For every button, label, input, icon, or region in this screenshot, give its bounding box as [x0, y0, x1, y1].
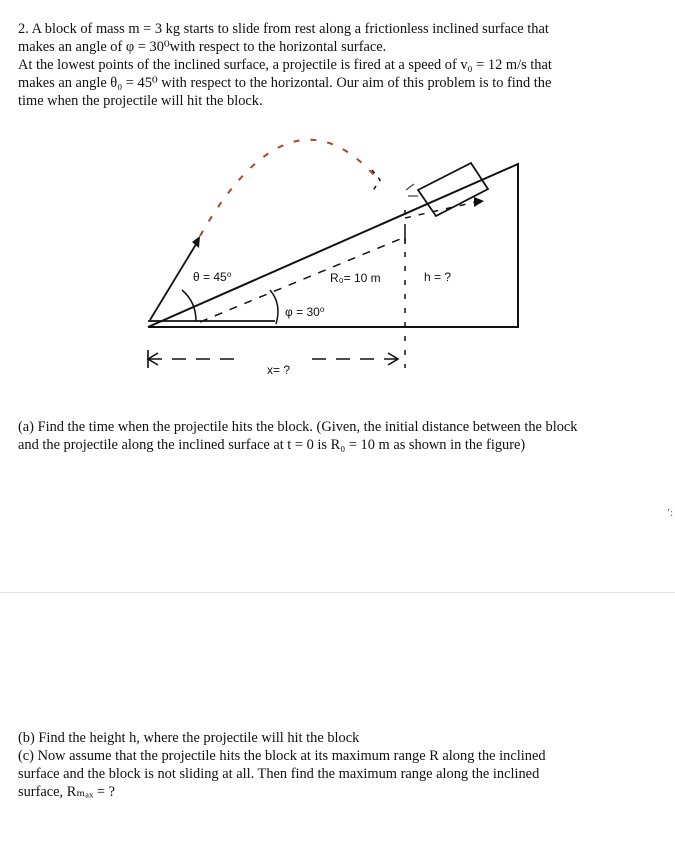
problem-line: 2. A block of mass m = 3 kg starts to slide from rest along a frictionless inclined surface that — [18, 21, 549, 37]
phi-arc — [270, 290, 278, 324]
part-a-line: and the projectile along the inclined surface at t = 0 is R₀ = 10 m as shown in the figure) — [18, 437, 526, 453]
problem-statement — [18, 20, 663, 110]
problem-line: At the lowest points of the inclined surface, a projectile is fired at a speed of v₀ = 12 m/s that — [18, 57, 552, 73]
impact-mark — [406, 184, 418, 196]
problem-line: makes an angle of φ = 30⁰with respect to the horizontal surface. — [18, 39, 387, 55]
part-a-question — [18, 418, 663, 454]
part-c-line: surface and the block is not sliding at all. Then find the maximum range along the inclined — [18, 766, 540, 782]
margin-mark: ’: — [666, 508, 673, 519]
part-c-line: surface, Rₘₐₓ = ? — [18, 784, 115, 800]
block-arrow-head — [474, 197, 484, 207]
section-divider — [0, 592, 675, 593]
part-b-line: (b) Find the height h, where the projectile will hit the block — [18, 730, 360, 746]
part-c-line: (c) Now assume that the projectile hits the block at its maximum range R along the inclined — [18, 748, 546, 764]
incline-surface — [148, 164, 518, 327]
problem-line: time when the projectile will hit the block. — [18, 93, 263, 109]
projectile-trajectory — [200, 140, 380, 236]
theta-label: θ = 45⁰ — [193, 270, 232, 284]
phi-label: φ = 30⁰ — [285, 305, 325, 319]
theta-arc — [182, 290, 196, 321]
h-label: h = ? — [424, 270, 452, 284]
parts-b-c-questions — [18, 729, 663, 801]
x-label: x= ? — [267, 363, 291, 377]
part-a-line: (a) Find the time when the projectile hits the block. (Given, the initial distance between the block — [18, 419, 578, 435]
problem-line: makes an angle θ₀ = 45⁰ with respect to the horizontal. Our aim of this problem is to find the — [18, 75, 552, 91]
r0-label: R₀= 10 m — [330, 271, 381, 285]
launch-arrow-head — [192, 236, 200, 248]
block — [418, 163, 488, 216]
incline-diagram — [0, 135, 675, 385]
